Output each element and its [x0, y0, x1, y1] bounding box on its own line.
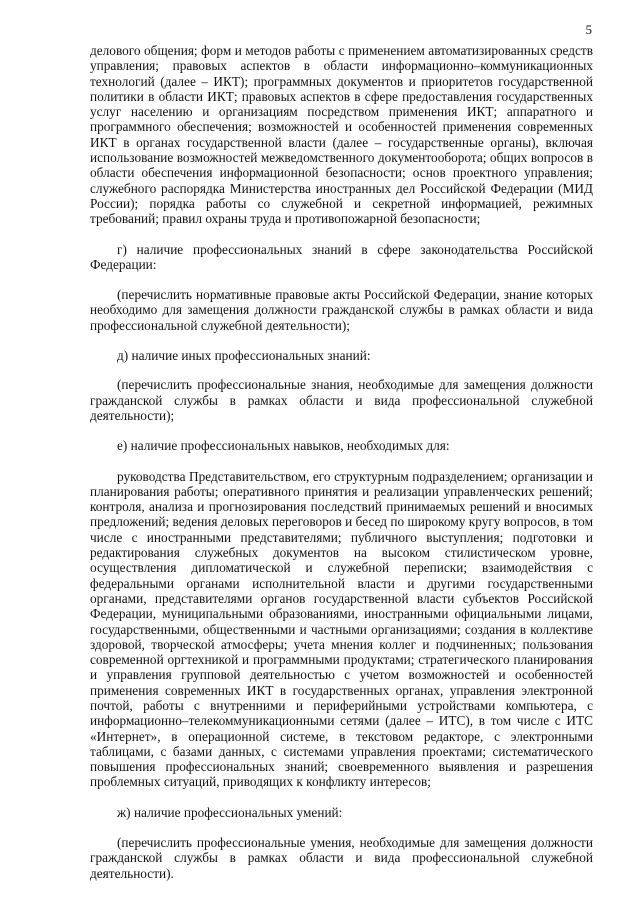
document-body: [90, 43, 593, 881]
page-number: 5: [585, 22, 592, 37]
paragraph-knowledge-continuation: делового общения; форм и методов работы с применением автоматизированных средств управления; правовых аспектов в области информационно–коммуникационных технологий (далее – ИКТ); программных документов и приоритетов государственной политики в области ИКТ; правовых аспектов в сфере предоставления государственных услуг населению и организациям посредством применения ИКТ; аппаратного и программного обеспечения; возможностей и особенностей применения современных ИКТ в органах государственной власти (далее – государственные органы), включая использование возможностей межведомственного документооборота; общих вопросов в области обеспечения информационной безопасности; основ проектного управления; служебного распорядка Министерства иностранных дел Российской Федерации (МИД России); порядка работы со служебной и секретной информацией, режимных требований; правил охраны труда и противопожарной безопасности;: [90, 43, 593, 227]
paragraph-item-d-note: (перечислить профессиональные знания, необходимые для замещения должности гражданской службы в рамках области и вида профессиональной служебной деятельности);: [90, 377, 593, 423]
paragraph-item-zh-note: (перечислить профессиональные умения, необходимые для замещения должности гражданской службы в рамках области и вида профессиональной служебной деятельности).: [90, 835, 593, 881]
paragraph-item-d-heading: д) наличие иных профессиональных знаний:: [117, 348, 371, 364]
paragraph-item-g-heading: г) наличие профессиональных знаний в сфере законодательства Российской Федерации:: [90, 241, 593, 272]
paragraph-item-e-skills: руководства Представительством, его структурным подразделением; организации и планирования работы; оперативного принятия и реализации управленческих решений; контроля, анализа и прогнозирования последствий принимаемых решений и вносимых предложений; ведения деловых переговоров и бесед по широкому кругу вопросов, в том числе с иностранными представителями; публичного выступления; подготовки и редактирования служебных документов на высоком стилистическом уровне, осуществления дипломатической и служебной переписки; взаимодействия с федеральными органами исполнительной власти и другими государственными органами, представителями органов государственной власти субъектов Российской Федерации, муниципальными образованиями, иностранными официальными лицами, государственными, общественными и частными организациями; создания в коллективе здоровой, творческой атмосферы; учета мнения коллег и подчиненных; пользования современной оргтехникой и программными продуктами; стратегического планирования и управления групповой деятельностью с учетом возможностей и особенностей применения современных ИКТ в государственных органах, управления электронной почтой, работы с внутренними и периферийными устройствами компьютера, с информационно–телекоммуникационными сетями (далее – ИТС), в том числе с ИТС «Интернет», в операционной системе, в текстовом редакторе, с электронными таблицами, с базами данных, с системами управления проектами; систематического повышения профессиональных знаний; своевременного выявления и разрешения проблемных ситуаций, приводящих к конфликту интересов;: [90, 468, 593, 790]
paragraph-item-g-note: (перечислить нормативные правовые акты Российской Федерации, знание которых необходимо для замещения должности гражданской службы в рамках области и вида профессиональной служебной деятельности);: [90, 287, 593, 333]
paragraph-item-zh-heading: ж) наличие профессиональных умений:: [117, 804, 343, 820]
paragraph-item-e-heading: е) наличие профессиональных навыков, необходимых для:: [117, 438, 450, 454]
